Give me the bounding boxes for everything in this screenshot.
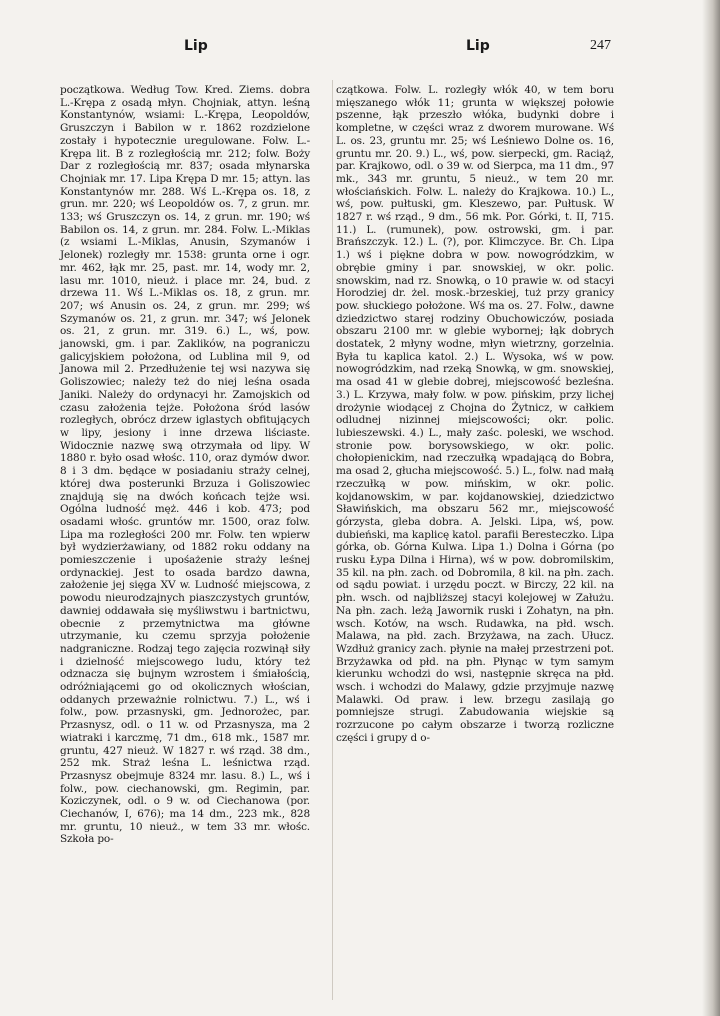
page-edge-shadow bbox=[702, 0, 720, 1016]
left-text-column bbox=[60, 84, 310, 846]
right-column-text: czątkowa. Folw. L. rozległy włók 40, w tem boru mięszanego włók 11; grunta w większej połowie pszenne, łąk przeszło włóka, budynki dobre i kompletne, w części wraz z dworem murowane. Wś L. os. 23, gruntu mr. 25; wś Leśniewo Dolne os. 16, gruntu mr. 20. 9.) L., wś, pow. sierpecki, gm. Raciąż, par. Krajkowo, odl. o 39 w. od Sierpca, ma 11 dm., 97 mk., 343 mr. gruntu, 5 nieuż., w tem 20 mr. włościańskich. Folw. L. należy do Krajkowa. 10.) L., wś, pow. pułtuski, gm. Kleszewo, par. Pułtusk. W 1827 r. wś rząd., 9 dm., 56 mk. Por. Górki, t. II, 715. 11.) L. (rumunek), pow. ostrowski, gm. i par. Brańszczyk. 12.) L. (?), por. Klimczyce. Br. Ch. Lipa 1.) wś i piękne dobra w pow. nowogródzkim, w obrębie gminy i par. snowskiej, w okr. polic. snowskim, nad rz. Snowką, o 10 prawie w. od stacyi Horodziej dr. żel. mosk.-brzeskiej, tuż przy granicy pow. słuckiego położone. Wś ma os. 27. Folw., dawne dziedzictwo starej rodziny Obuchowiczów, posiada obszaru 2100 mr. w glebie wybornej; łąk dobrych dostatek, 2 młyny wodne, młyn wietrzny, gorzelnia. Była tu kaplica katol. 2.) L. Wysoka, wś w pow. nowogródzkim, nad rzeką Snowką, w gm. snowskiej, ma osad 41 w glebie dobrej, miejscowość bezleśna. 3.) L. Krzywa, mały folw. w pow. pińskim, przy lichej drożynie wiodącej z Chojna do Żytnicz, w całkiem odludnej nizinnej miejscowości; okr. polic. lubieszewski. 4.) L., mały zaśc. poleski, we wschod. stronie pow. borysowskiego, w okr. polic. chołopienickim, nad rzeczułką wpadającą do Bobra, ma osad 2, głucha miejscowość. 5.) L., folw. nad małą rzeczułką w pow. mińskim, w okr. polic. kojdanowskim, w par. kojdanowskiej, dziedzictwo Sławińskich, ma obszaru 562 mr., miejscowość górzysta, gleba dobra. A. Jelski. Lipa, wś, pow. dubieński, ma kaplicę katol. parafii Beresteczko. Lipa górka, ob. Górna Kulwa. Lipa 1.) Dolna i Górna (po rusku Łypa Dilna i Hirna), wś w pow. dobromilskim, 35 kil. na płn. zach. od Dobromila, 8 kil. na płn. zach. od sądu powiat. i urzędu poczt. w Birczy, 22 kil. na płn. wsch. od najbliższej stacyi kolejowej w Załużu. Na płn. zach. leżą Jawornik ruski i Zohatyn, na płn. wsch. Kotów, na wsch. Rudawka, na płd. wsch. Malawa, na płd. zach. Brzyżawa, na zach. Ułucz. Wzdłuż granicy zach. płynie na małej przestrzeni pot. Brzyżawka od płd. na płn. Płynąc w tym samym kierunku wchodzi do wsi, następnie skręca na płd. wsch. i wchodzi do Malawy, gdzie przyjmuje nazwę Malawki. Od praw. i lew. brzegu zasilają go pomniejsze strugi. Zabudowania wiejskie są rozrzucone po całym obszarze i tworzą rozliczne części i grupy d o- bbox=[336, 84, 614, 744]
column-divider bbox=[332, 80, 333, 1000]
left-column-text: początkowa. Według Tow. Kred. Ziems. dobra L.-Krępa z osadą młyn. Chojniak, attyn. leśną Konstantynów, wsiami: L.-Krępa, Leopoldów, Gruszczyn i Babilon w r. 1862 rozdzielone zostały i hypotecznie uregulowane. Folw. L.-Krępa lit. B z rozległością mr. 212; folw. Boży Dar z rozległością mr. 837; osada młynarska Chojniak mr. 17. Lipa Krępa D mr. 15; attyn. las Konstantynów mr. 288. Wś L.-Krępa os. 18, z grun. mr. 220; wś Leopoldów os. 7, z grun. mr. 133; wś Gruszczyn os. 14, z grun. mr. 190; wś Babilon os. 14, z grun. mr. 284. Folw. L.-Miklas (z wsiami L.-Miklas, Anusin, Szymanów i Jelonek) rozległy mr. 1538: grunta orne i ogr. mr. 462, łąk mr. 25, past. mr. 14, wody mr. 2, lasu mr. 1010, nieuż. i place mr. 24, bud. z drzewa 11. Wś L.-Miklas os. 18, z grun. mr. 207; wś Anusin os. 24, z grun. mr. 299; wś Szymanów os. 21, z grun. mr. 347; wś Jelonek os. 21, z grun. mr. 319. 6.) L., wś, pow. janowski, gm. i par. Zaklików, na pograniczu galicyjskiem położona, od Lublina mil 9, od Janowa mil 2. Przedłużenie tej wsi nazywa się Goliszowiec; należy też do niej leśna osada Janiki. Należy do ordynacyi hr. Zamojskich od czasu założenia tejże. Położona śród lasów rozległych, obrócz drzew iglastych obfitujących w lipy, jesiony i inne drzewa liściaste. Widocznie nazwę swą otrzymała od lipy. W 1880 r. było osad włośc. 110, oraz dymów dwor. 8 i 3 dm. będące w posiadaniu straży celnej, której dwa posterunki Brzuza i Goliszowiec znajdują się na dwóch końcach tejże wsi. Ogólna ludność męż. 446 i kob. 473; pod osadami włośc. gruntów mr. 1500, oraz folw. Lipa ma rozległości 200 mr. Folw. ten wpierw był wydzierżawiany, od 1882 roku oddany na pomieszczenie i upośażenie straży leśnej ordynackiej. Jest to osada bardzo dawna, założenie jej sięga XV w. Ludność miejscowa, z powodu nieurodzajnych piaszczystych gruntów, dawniej oddawała się myśliwstwu i bartnictwu, obecnie z przemytnictwa ma główne utrzymanie, ku czemu sprzyja położenie nadgraniczne. Rodzaj tego zajęcia rozwinął siły i dzielność miejscowego ludu, który też odznacza się bujnym wzrostem i śmiałością, odróżniającemi go od okolicznych włościan, oddanych przeważnie rolnictwu. 7.) L., wś i folw., pow. przasnyski, gm. Jednorożec, par. Przasnysz, odl. o 11 w. od Przasnysza, ma 2 wiatraki i karczmę, 71 dm., 618 mk., 1587 mr. gruntu, 427 nieuż. W 1827 r. wś rząd. 38 dm., 252 mk. Straż leśna L. leśnictwa rząd. Przasnysz obejmuje 8324 mr. lasu. 8.) L., wś i folw., pow. ciechanowski, gm. Regimin, par. Koziczynek, odl. o 9 w. od Ciechanowa (por. Ciechanów, I, 676); ma 14 dm., 223 mk., 828 mr. gruntu, 10 nieuż., w tem 33 mr. włośc. Szkoła po- bbox=[60, 84, 310, 846]
running-head-right: Lip bbox=[466, 38, 490, 54]
right-text-column bbox=[336, 84, 614, 745]
running-head-left: Lip bbox=[184, 38, 208, 54]
page-number: 247 bbox=[590, 38, 611, 53]
